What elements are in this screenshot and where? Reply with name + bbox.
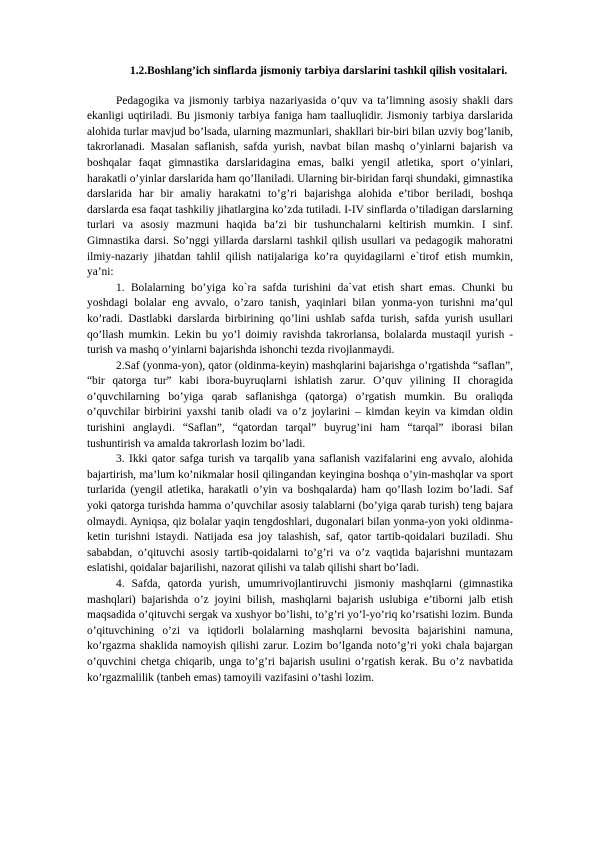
paragraph-point-4: 4. Safda, qatorda yurish, umumrivojlantiruvchi jismoniy mashqlarni (gimnastika mashqlari) bajarishda o’z joyini bilish, mashqlarni bajarish uslubiga e’tiborni jalb etish maqsadida o’qituvchi sergak va xushyor bo’lishi, to’g’ri yo’l-yo’riq ko’rsatishi lozim. Bunda o’qituvchining o’zi va iqtidorli bolalarning mashqlarni bevosita bajarishini namuna, ko’rgazma shaklida namoyish qilishi zarur. Lozim bo’lganda noto’g’ri yoki chala bajargan o’quvchini chetga chiqarib, unga to’g’ri bajarish usulini o’rgatish kerak. Bu o’z navbatida ko’rgazmalilik (tanbeh emas) tamoyili vazifasini o’tashi lozim.: [87, 578, 513, 684]
paragraph-point-2: 2.Saf (yonma-yon), qator (oldinma-keyin) mashqlarini bajarishga o’rgatishda “saflan”, “bir qatorga tur” kabi ibora-buyruqlarni ishlatish zarur. O’quv yilining II choragida o’quvchilarning bo’yiga qarab saflanishga (qatorga) o’rgatish mumkin. Bu oraliqda o’quvchilar birbirini yaxshi tanib oladi va o’z joylarini – kimdan keyin va kimdan oldin turishini anglaydi. “Saflan”, “qatordan tarqal” buyrug’ini ham “tarqal” iborasi bilan tushuntirish va amalda takrorlash lozim bo’ladi.: [87, 359, 513, 450]
paragraph-intro: Pedagogika va jismoniy tarbiya nazariyasida o’quv va ta’limning asosiy shakli dars ekanligi uqtiriladi. Bu jismoniy tarbiya faniga ham taalluqlidir. Jismoniy tarbiya darslarida alohida turlar mavjud bo’lsada, ularning mazmunlari, shakllari bir-biri bilan uzviy bog’lanib, takrorlanadi. Masalan saflanish, safda yurish, navbat bilan mashq o’yinlarni bajarish va boshqalar faqat gimnastika darslaridagina emas, balki yengil atletika, sport o’yinlari, harakatli o’yinlar darslarida ham qo’llaniladi. Ularning bir-biridan farqi shundaki, gimnastika darslarida har bir amaliy harakatni to’g’ri bajarishga alohida e’tibor beriladi, boshqa darslarda esa faqat tashkiliy jihatlargina ko’zda tutiladi. I-IV sinflarda o’tiladigan darslarning turlari va asosiy mazmuni haqida ba’zi bir tushunchalarni keltirish mumkin. I sinf. Gimnastika darsi. So’nggi yillarda darslarni tashkil qilish usullari va pedagogik mahoratni ilmiy-nazariy jihatdan tahlil qilish natijalariga ko’ra quyidagilarni e`tirof etish mumkin, ya’ni:: [87, 94, 513, 279]
document-body: [87, 64, 513, 686]
section-title: 1.2.Boshlang’ich sinflarda jismoniy tarbiya darslarini tashkil qilish vositalari.: [130, 65, 508, 77]
paragraph-point-3: 3. Ikki qator safga turish va tarqalib yana saflanish vazifalarini eng avvalo, alohida bajartirish, ma’lum ko’nikmalar hosil qilingandan keyingina boshqa o’yin-mashqlar va sport turlarida (yengil atletika, harakatli o’yin va boshqalarda) ham qo’llash lozim bo’ladi. Saf yoki qatorga turishda hamma o’quvchilar asosiy talablarni (bo’yiga qarab turish) teng bajara olmaydi. Ayniqsa, qiz bolalar yaqin tengdoshlari, dugonalari bilan yonma-yon yoki oldinma-ketin turishni istaydi. Natijada esa joy talashish, saf, qator tartib-qoidalari buziladi. Shu sababdan, o’qituvchi asosiy tartib-qoidalarni to’g’ri va o’z vaqtida bajarishni muntazam eslatishi, qoidalar bajarilishi, nazorat qilishi va talab qilishi shart bo’ladi.: [87, 453, 513, 575]
paragraph-point-1: 1. Bolalarning bo’yiga ko`ra safda turishini da`vat etish shart emas. Chunki bu yoshdagi bolalar eng avvalo, o’zaro tanish, yaqinlari bilan yonma-yon turishni ma’qul ko’radi. Dastlabki darslarda birbirining qo’lini ushlab safda turish, safda yurish usullari qo’llash mumkin. Lekin bu yo’l doimiy ravishda takrorlansa, bolalarda mustaqil yurish - turish va mashq o’yinlarni bajarishda ishonchi tezda rivojlanmaydi.: [87, 281, 513, 357]
